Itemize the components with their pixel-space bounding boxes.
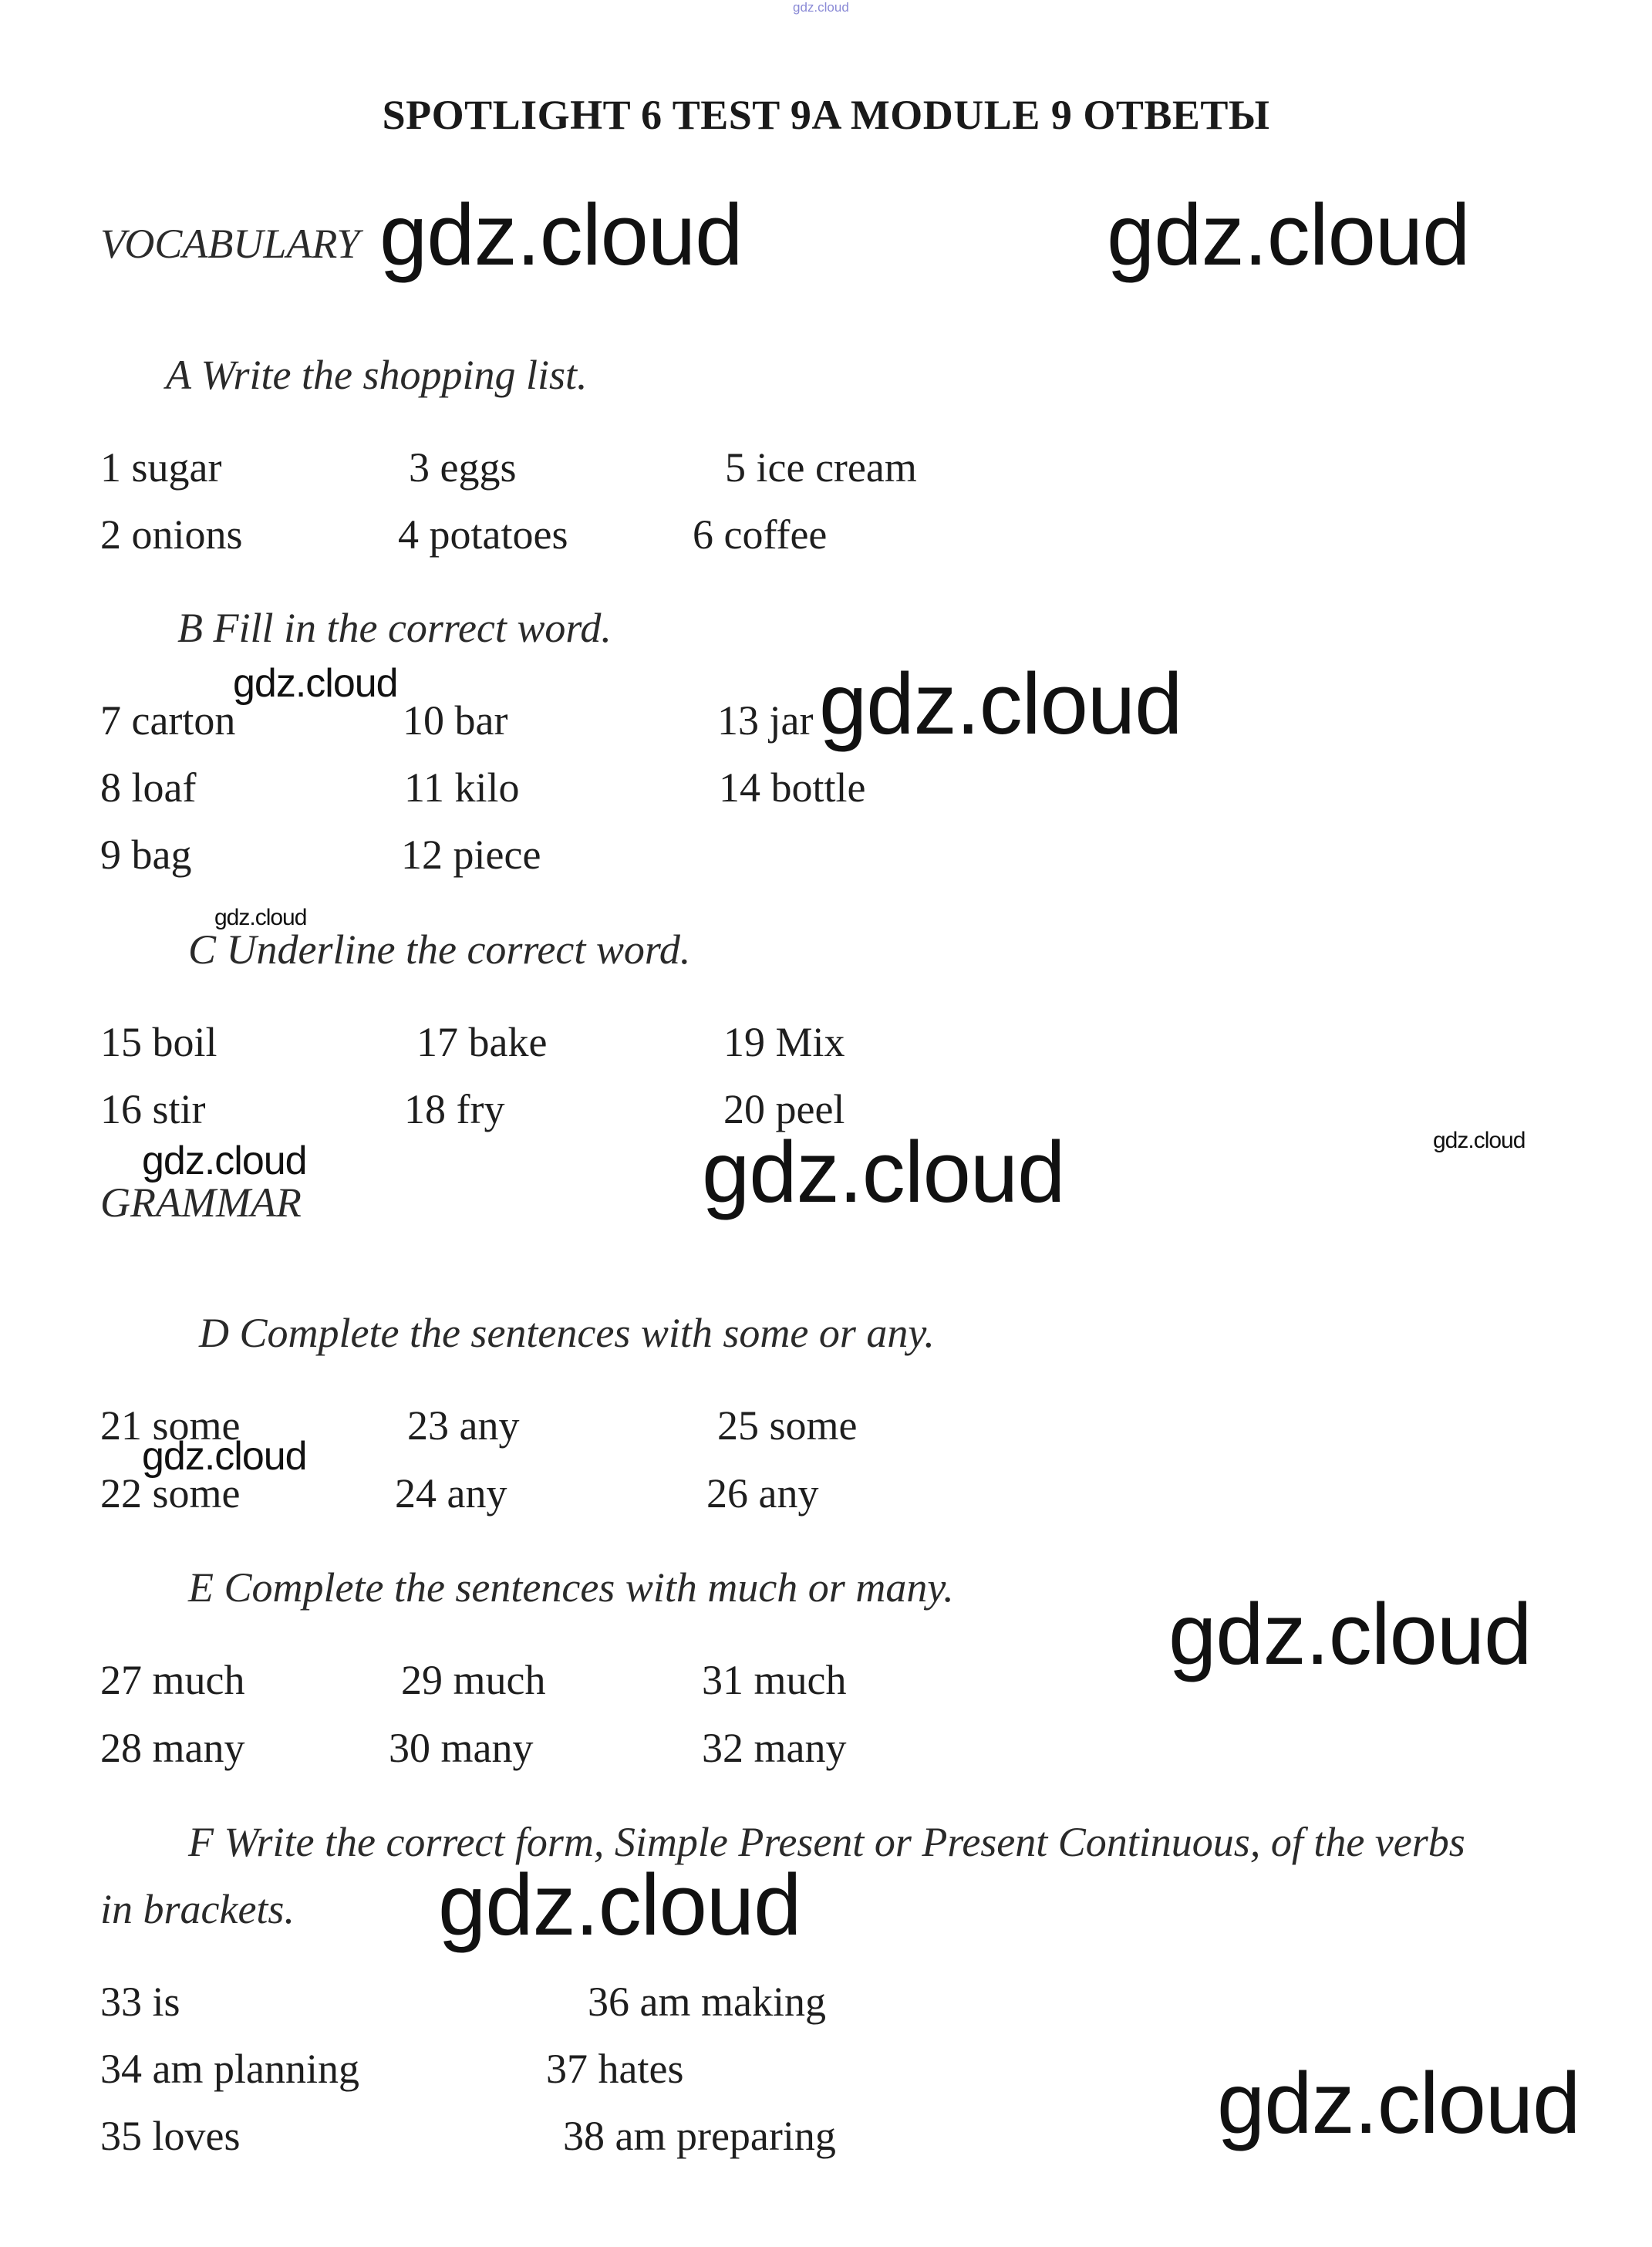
watermark: gdz.cloud xyxy=(142,1139,307,1183)
answer-26: 26 any xyxy=(706,1470,819,1517)
watermark: gdz.cloud xyxy=(1168,1586,1532,1682)
answer-12: 12 piece xyxy=(401,832,541,878)
answer-33: 33 is xyxy=(100,1979,180,2025)
task-f-instruction-line2: in brackets. xyxy=(100,1886,295,1932)
answer-20: 20 peel xyxy=(723,1086,845,1132)
answer-32: 32 many xyxy=(702,1725,847,1771)
watermark: gdz.cloud xyxy=(214,905,307,930)
answer-7: 7 carton xyxy=(100,697,236,744)
answer-27: 27 much xyxy=(100,1657,245,1703)
task-f-instruction-line1: F Write the correct form, Simple Present or Present Continuous, of the verbs xyxy=(188,1819,1465,1865)
answer-14: 14 bottle xyxy=(719,764,866,811)
answer-37: 37 hates xyxy=(546,2046,684,2092)
watermark: gdz.cloud xyxy=(702,1124,1065,1220)
section-heading-vocabulary: VOCABULARY xyxy=(100,221,360,267)
task-b-instruction: B Fill in the correct word. xyxy=(177,605,612,651)
answer-5: 5 ice cream xyxy=(725,444,917,491)
answer-10: 10 bar xyxy=(403,697,508,744)
answer-19: 19 Mix xyxy=(723,1019,845,1065)
answer-13: 13 jar xyxy=(717,697,814,744)
watermark: gdz.cloud xyxy=(1107,187,1470,283)
task-e-instruction: E Complete the sentences with much or many. xyxy=(188,1564,954,1611)
answer-28: 28 many xyxy=(100,1725,245,1771)
watermark: gdz.cloud xyxy=(379,187,743,283)
watermark: gdz.cloud xyxy=(1217,2055,1580,2151)
answer-25: 25 some xyxy=(717,1402,858,1449)
answer-3: 3 eggs xyxy=(409,444,517,491)
task-d-instruction: D Complete the sentences with some or any. xyxy=(199,1310,935,1356)
task-c-instruction: C Underline the correct word. xyxy=(188,926,691,973)
answer-1: 1 sugar xyxy=(100,444,222,491)
answer-18: 18 fry xyxy=(404,1086,505,1132)
section-heading-grammar: GRAMMAR xyxy=(100,1179,302,1226)
watermark: gdz.cloud xyxy=(142,1434,307,1479)
watermark: gdz.cloud xyxy=(438,1857,801,1953)
watermark: gdz.cloud xyxy=(819,656,1182,752)
answer-8: 8 loaf xyxy=(100,764,197,811)
answer-38: 38 am preparing xyxy=(563,2113,836,2159)
answer-6: 6 coffee xyxy=(693,511,828,558)
answer-2: 2 onions xyxy=(100,511,243,558)
answer-29: 29 much xyxy=(401,1657,546,1703)
answer-31: 31 much xyxy=(702,1657,847,1703)
answer-15: 15 boil xyxy=(100,1019,217,1065)
answer-36: 36 am making xyxy=(588,1979,826,2025)
header-watermark: gdz.cloud xyxy=(793,0,849,15)
watermark: gdz.cloud xyxy=(1433,1128,1526,1153)
answer-23: 23 any xyxy=(407,1402,520,1449)
answer-17: 17 bake xyxy=(416,1019,548,1065)
answer-22: 22 some xyxy=(100,1470,241,1517)
answer-16: 16 stir xyxy=(100,1086,206,1132)
answer-21: 21 some xyxy=(100,1402,241,1449)
task-a-instruction: A Write the shopping list. xyxy=(166,352,588,398)
answer-9: 9 bag xyxy=(100,832,192,878)
answer-4: 4 potatoes xyxy=(398,511,568,558)
answer-24: 24 any xyxy=(395,1470,507,1517)
watermark: gdz.cloud xyxy=(233,661,398,706)
answer-34: 34 am planning xyxy=(100,2046,359,2092)
answer-30: 30 many xyxy=(389,1725,534,1771)
answer-11: 11 kilo xyxy=(404,764,520,811)
page-title: SPOTLIGHT 6 TEST 9A MODULE 9 ОТВЕТЫ xyxy=(382,92,1270,138)
answer-35: 35 loves xyxy=(100,2113,241,2159)
